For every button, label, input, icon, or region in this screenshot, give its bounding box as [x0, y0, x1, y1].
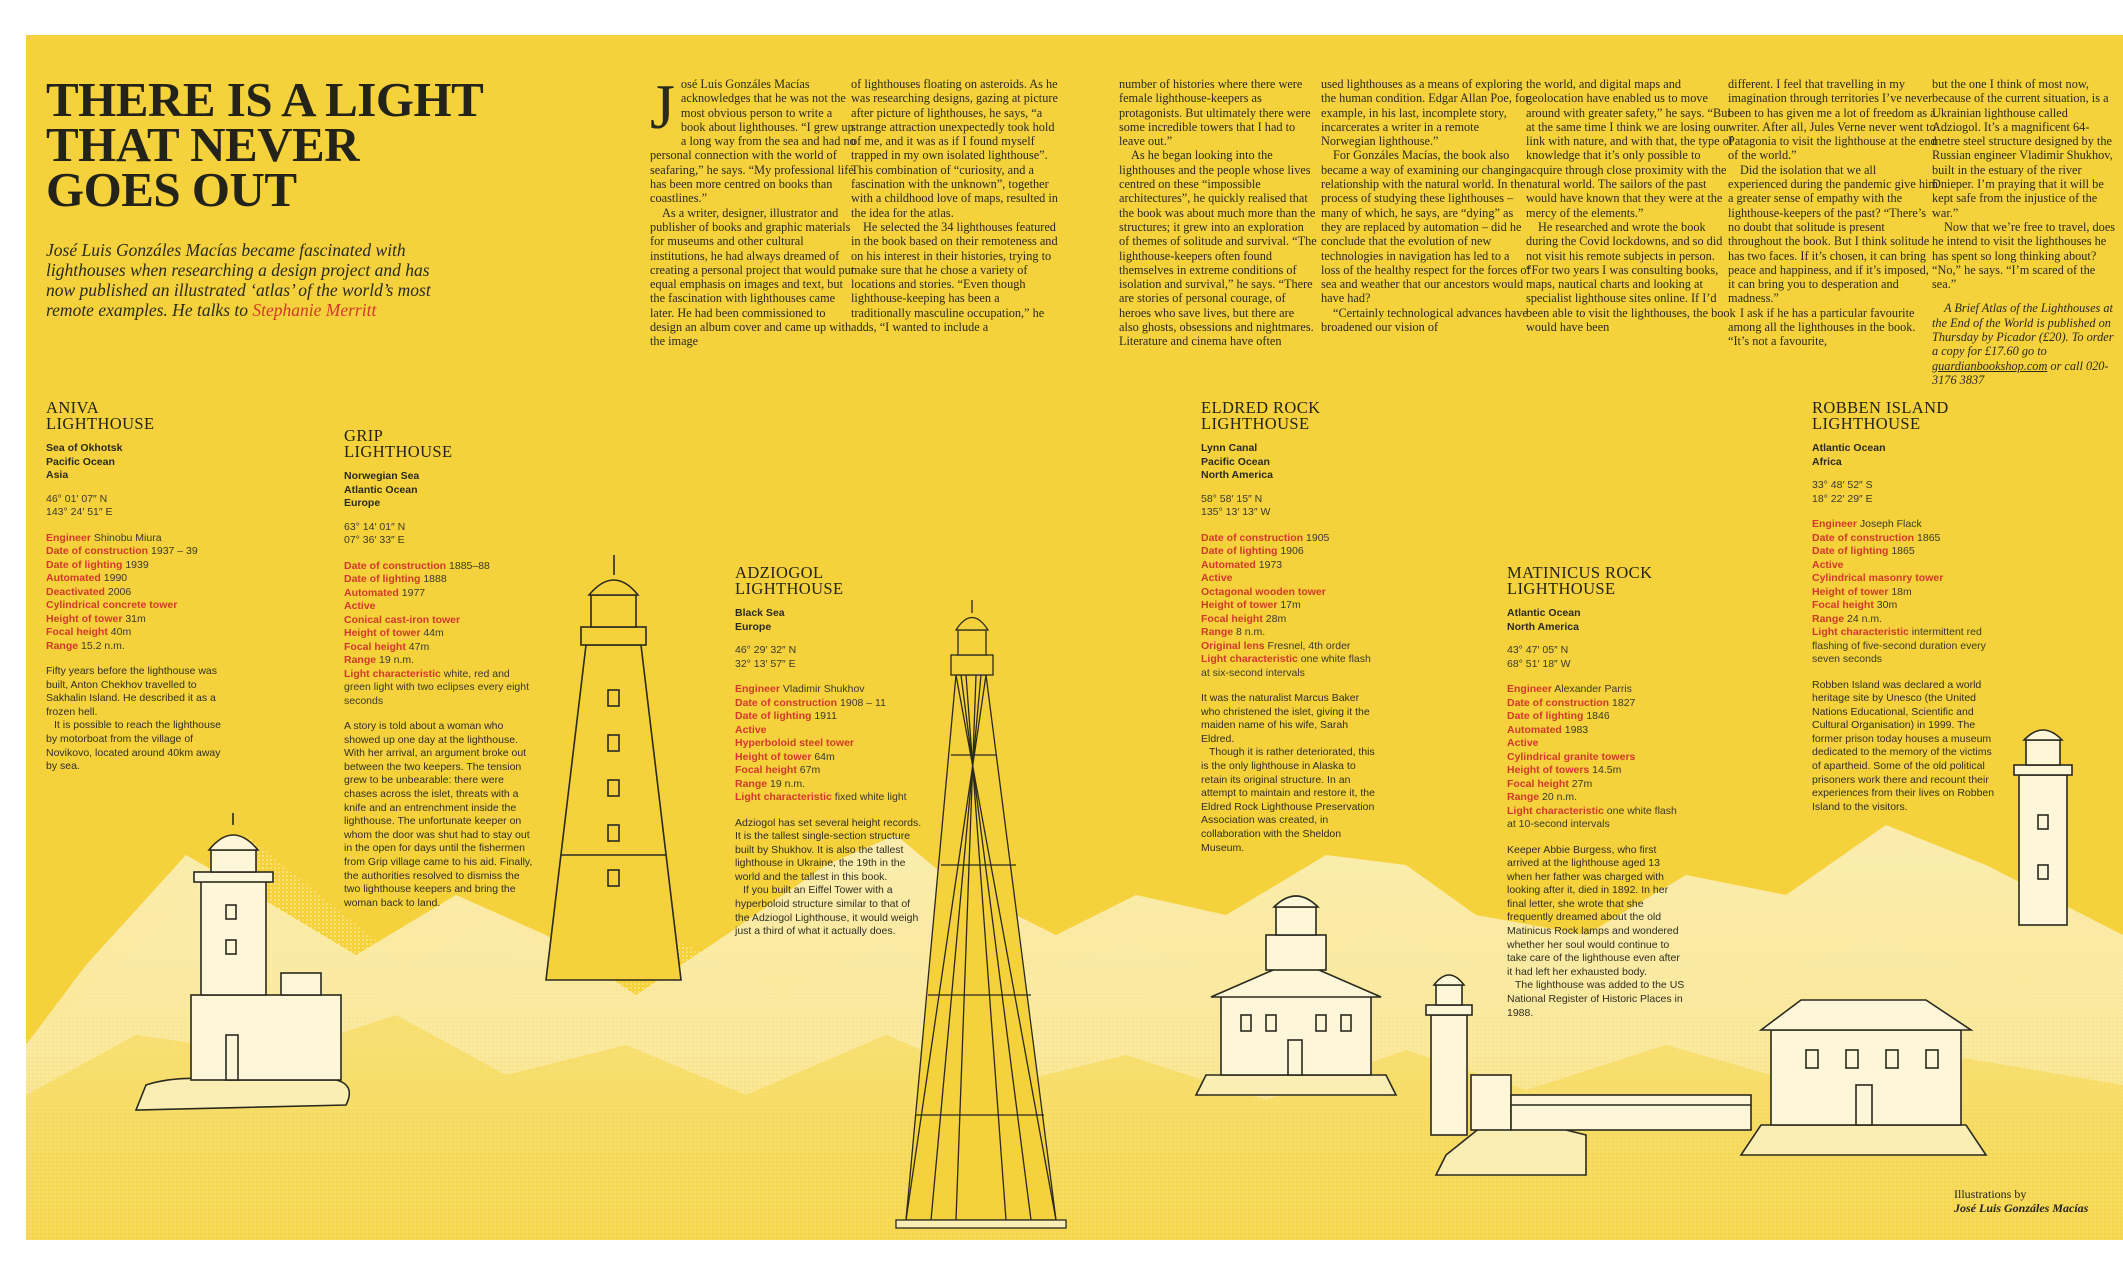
fact-row [1812, 572, 2002, 586]
fact-row [735, 710, 925, 724]
fact-row [1201, 586, 1376, 600]
fact-row [1507, 791, 1687, 805]
fact-value: 47m [405, 640, 430, 653]
fact-row [1507, 764, 1687, 778]
fact-value: Fresnel, 4th order [1264, 639, 1351, 652]
fact-value: one white flash at six-second intervals [1201, 653, 1371, 679]
lighthouse-coordinates [735, 644, 925, 671]
fact-label: Automated [344, 586, 399, 599]
fact-row [1201, 626, 1376, 640]
coordinate-line: 135° 13′ 13″ W [1201, 506, 1271, 518]
lighthouse-title-line: LIGHTHOUSE [735, 579, 844, 598]
fact-label: Light characteristic [1201, 653, 1298, 665]
article-column-5 [1526, 77, 1736, 367]
fact-value: 1905 [1303, 531, 1330, 544]
fact-label: Date of lighting [1812, 545, 1889, 557]
fact-label: Date of construction [1812, 531, 1915, 544]
fact-row [1812, 613, 2002, 627]
illustration-credit-name: José Luis Gonzáles Macías [1954, 1201, 2089, 1215]
fact-row [1201, 640, 1376, 654]
fact-label: Range [1812, 612, 1845, 625]
fact-label: Original lens [1201, 639, 1265, 652]
fact-row [344, 560, 534, 574]
lighthouse-block-eldred [1201, 400, 1376, 855]
fact-value: Alexander Parris [1551, 683, 1632, 695]
location-line: Atlantic Ocean [344, 483, 418, 496]
fact-value: 1885–88 [446, 559, 490, 572]
fact-row [735, 737, 925, 751]
fact-value: 44m [420, 627, 444, 639]
fact-label: Date of lighting [1507, 710, 1584, 722]
bookshop-link[interactable]: guardianbookshop.com [1932, 358, 2048, 373]
fact-value: 15.2 n.m. [78, 639, 125, 652]
article-column-4 [1321, 77, 1531, 367]
book-credit [1932, 301, 2117, 387]
lighthouse-title-line: LIGHTHOUSE [1201, 414, 1310, 433]
fact-value: 30m [1873, 599, 1898, 611]
lighthouse-block-matinicus [1507, 565, 1687, 1020]
fact-row [344, 668, 534, 709]
fact-value: 2006 [104, 585, 132, 598]
lighthouse-location [1812, 442, 2002, 469]
fact-label: Date of lighting [46, 558, 123, 571]
fact-label: Date of lighting [1201, 545, 1278, 557]
article-paragraph: Now that we’re free to travel, does he intend to visit the lighthouses he has spent so long thinking about? “No,” he says. “I’m scared of the sea.” [1932, 219, 2116, 292]
article-paragraph: but the one I think of most now, because of the current situation, is a Ukrainian lighthouse called Adziogol. It’s a magnificent 64-metre steel structure designed by the Russian engineer Vladimir Shukhov, built in the estuary of the river Dnieper. I’m praying that it will be kept safe from the injustice of the war.” [1932, 77, 2113, 220]
location-line: Europe [344, 497, 381, 509]
fact-row [1812, 586, 2002, 600]
fact-label: Light characteristic [1812, 626, 1909, 638]
fact-label: Engineer [735, 683, 780, 695]
fact-value: 1908 – 11 [837, 696, 886, 709]
fact-row [46, 586, 221, 600]
fact-label: Date of construction [735, 696, 838, 709]
fact-value: 64m [811, 750, 835, 763]
fact-row [46, 532, 221, 546]
fact-row [344, 587, 534, 601]
lighthouse-title-line: LIGHTHOUSE [1812, 414, 1921, 433]
story-paragraph: Adziogol has set several height records. It is the tallest single-section structure built by Shukhov. It is also the tallest lighthouse in Ukraine, the 19th in the world and the tallest in this book. [735, 816, 922, 883]
fact-row [1812, 559, 2002, 573]
fact-row [735, 751, 925, 765]
fact-label: Height of tower [735, 750, 812, 763]
article-column-7 [1932, 77, 2117, 387]
fact-row [1201, 613, 1376, 627]
headline-line: THERE IS A LIGHT [46, 72, 484, 127]
fact-value: 14.5m [1589, 764, 1622, 776]
lighthouse-title-line: ANIVA [46, 398, 100, 417]
fact-row [46, 572, 221, 586]
lighthouse-title [46, 400, 221, 432]
lighthouse-title-line: GRIP [344, 426, 384, 445]
fact-row [1201, 532, 1376, 546]
lighthouse-story [1507, 844, 1687, 1021]
location-line: Pacific Ocean [46, 455, 115, 468]
fact-label: Engineer [1507, 683, 1552, 695]
fact-value: 1939 [122, 558, 149, 571]
coordinate-line: 46° 01′ 07″ N [46, 492, 108, 505]
standfirst [46, 240, 456, 320]
fact-row [1812, 518, 2002, 532]
fact-value: 17m [1277, 599, 1301, 611]
fact-value: 27m [1568, 777, 1593, 790]
coordinate-line: 18° 22′ 29″ E [1812, 492, 1873, 505]
fact-row [46, 640, 221, 654]
lighthouse-title-line: ROBBEN ISLAND [1812, 398, 1949, 417]
lighthouse-title-line: LIGHTHOUSE [1507, 579, 1616, 598]
lighthouse-title [1507, 565, 1687, 597]
fact-value: 67m [796, 764, 821, 776]
article-paragraph [650, 71, 857, 206]
fact-row [1201, 559, 1376, 573]
fact-value: 1911 [811, 710, 837, 722]
fact-row [1507, 778, 1687, 792]
fact-value: fixed white light [831, 791, 907, 803]
article-paragraph: He researched and wrote the book during the Covid lockdowns, and so did not visit his remote subjects in person. “For two years I was consulting books, maps, nautical charts and looking at specialist lighthouse sites online. If I’d been able to visit the lighthouses, the book would have been [1526, 219, 1736, 335]
story-paragraph: It was the naturalist Marcus Baker who christened the islet, giving it the maiden name of his wife, Sarah Eldred. [1201, 692, 1370, 745]
book-credit-phone: or call 020-3176 3837 [1932, 358, 2109, 387]
fact-label: Range [1201, 626, 1234, 638]
fact-value: 24 n.m. [1844, 612, 1883, 625]
coordinate-line: 43° 47′ 05″ N [1507, 644, 1569, 656]
fact-label: Active [1201, 572, 1233, 584]
fact-value: 1827 [1609, 696, 1636, 709]
fact-value: 1906 [1277, 545, 1304, 557]
fact-value: 19 n.m. [376, 654, 415, 666]
lighthouse-coordinates [1507, 644, 1687, 671]
fact-row [344, 641, 534, 655]
fact-label: Cylindrical concrete tower [46, 599, 178, 611]
headline-line: THAT NEVER [46, 117, 360, 172]
fact-row [46, 559, 221, 573]
fact-label: Conical cast-iron tower [344, 613, 461, 626]
lighthouse-location [1201, 442, 1376, 483]
lighthouse-story [344, 720, 534, 910]
lighthouse-coordinates [1812, 479, 2002, 506]
coordinate-line: 32° 13′ 57″ E [735, 657, 796, 670]
fact-value: 19 n.m. [767, 777, 806, 790]
drop-cap: J [650, 71, 675, 142]
location-line: Norwegian Sea [344, 470, 420, 482]
fact-row [344, 654, 534, 668]
fact-value: Shinobu Miura [90, 531, 162, 544]
location-line: Africa [1812, 455, 1842, 468]
location-line: Atlantic Ocean [1507, 607, 1581, 619]
fact-label: Light characteristic [735, 791, 832, 803]
article-column-6 [1728, 77, 1938, 367]
coordinate-line: 63° 14′ 01″ N [344, 520, 406, 533]
fact-row [46, 626, 221, 640]
lighthouse-title-line: ADZIOGOL [735, 563, 824, 582]
article-paragraph: “Certainly technological advances have broadened our vision of [1321, 305, 1528, 335]
lighthouse-coordinates [344, 521, 534, 548]
fact-label: Height of tower [46, 612, 123, 625]
fact-label: Automated [1201, 558, 1256, 571]
fact-row [1507, 805, 1687, 832]
fact-label: Focal height [1201, 612, 1263, 625]
fact-label: Height of tower [344, 627, 421, 639]
article-paragraph: I ask if he has a particular favourite among all the lighthouses in the book. “It’s not a favourite, [1728, 305, 1916, 349]
coordinate-line: 143° 24′ 51″ E [46, 506, 113, 518]
story-paragraph: The lighthouse was added to the US National Register of Historic Places in 1988. [1507, 979, 1685, 1019]
coordinate-line: 58° 58′ 15″ N [1201, 492, 1263, 505]
fact-label: Active [344, 600, 376, 612]
lighthouse-story [1201, 692, 1376, 855]
fact-value: 1977 [398, 586, 426, 599]
article-paragraph: used lighthouses as a means of exploring the human condition. Edgar Allan Poe, for example, in his last, incomplete story, incarcerates a writer in a remote Norwegian lighthouse.” [1321, 77, 1530, 149]
fact-value: one white flash at 10-second intervals [1507, 804, 1677, 830]
lighthouse-coordinates [46, 493, 221, 520]
article-column-2 [851, 77, 1061, 367]
lighthouse-block-robben [1812, 400, 2002, 814]
fact-label: Date of construction [344, 559, 447, 572]
lighthouse-title [735, 565, 925, 597]
fact-value: 31m [122, 612, 146, 625]
article-paragraph: As he began looking into the lighthouses and the people whose lives centred on these “impossible architectures”, he quickly realised that the book was about much more than the structures; it grew into an exploration of themes of solitude and survival. “The lighthouse-keepers often found themselves in extreme conditions of isolation and survival,” he says. “There are stories of personal courage, of heroes who save lives, but there are also ghosts, obsessions and nightmares. Literature and cinema have often [1119, 148, 1317, 349]
fact-value: 1846 [1583, 710, 1610, 722]
lighthouse-facts [46, 532, 221, 654]
location-line: Lynn Canal [1201, 442, 1258, 454]
fact-label: Height of tower [1812, 585, 1889, 598]
fact-value: 20 n.m. [1539, 791, 1578, 803]
fact-value: 40m [107, 626, 132, 638]
lighthouse-block-grip [344, 428, 534, 910]
location-line: Pacific Ocean [1201, 455, 1270, 468]
fact-label: Focal height [46, 626, 108, 638]
illustration-credit [1954, 1187, 2088, 1215]
lighthouse-story [1812, 679, 2002, 815]
lighthouse-block-aniva [46, 400, 221, 774]
fact-label: Date of lighting [344, 573, 421, 585]
location-line: Atlantic Ocean [1812, 442, 1886, 454]
article-text: osé Luis Gonzáles Macías acknowledges that he was not the most obvious person to write a book about lighthouses. “I grew up a long way from the sea and had no personal connection with the world of seafaring,” he says. “My professional life has been more centred on books than coastlines.” [650, 77, 856, 206]
article-paragraph: Did the isolation that we all experienced during the pandemic give him a greater sense of empathy with the lighthouse-keepers of the past? “There’s no doubt that solitude is present throughout the book. But I think solitude has two faces. If it’s chosen, it can bring peace and happiness, and if it’s imposed, it can bring you to desperation and madness.” [1728, 162, 1938, 306]
standfirst-text: José Luis Gonzáles Macías became fascinated with lighthouses when researching a design project and has now published an illustrated ‘atlas’ of the world’s most remote examples. He talks to [46, 240, 431, 320]
lighthouse-story [46, 665, 221, 774]
book-credit-text: A Brief Atlas of the Lighthouses at the End of the World is published on Thursday by Picador (£20). To order a copy for £17.60 go to [1932, 301, 2114, 359]
fact-row [1507, 751, 1687, 765]
fact-value: 8 n.m. [1233, 626, 1266, 638]
story-paragraph: Though it is rather deteriorated, this is the only lighthouse in Alaska to retain its original structure. In an attempt to maintain and restore it, the Eldred Rock Lighthouse Preservation Association was created, in collaboration with the Sheldon Museum. [1201, 746, 1375, 854]
fact-row [735, 778, 925, 792]
lighthouse-title-line: LIGHTHOUSE [344, 442, 453, 461]
fact-label: Focal height [1507, 777, 1569, 790]
fact-value: 1983 [1561, 723, 1589, 736]
fact-label: Date of construction [1507, 696, 1610, 709]
fact-label: Range [735, 777, 768, 790]
fact-label: Range [46, 639, 79, 652]
fact-row [1507, 697, 1687, 711]
fact-row [1201, 599, 1376, 613]
lighthouse-facts [1812, 518, 2002, 667]
coordinate-line: 46° 29′ 32″ N [735, 644, 797, 656]
location-line: North America [1201, 469, 1273, 481]
lighthouse-facts [735, 683, 925, 805]
lighthouse-coordinates [1201, 493, 1376, 520]
location-line: Sea of Okhotsk [46, 442, 123, 454]
lighthouse-title [1201, 400, 1376, 432]
lighthouse-location [1507, 607, 1687, 634]
fact-label: Height of tower [1201, 599, 1278, 611]
headline-line: GOES OUT [46, 162, 297, 217]
lighthouse-title [344, 428, 534, 460]
lighthouse-title [1812, 400, 2002, 432]
fact-label: Cylindrical masonry tower [1812, 572, 1944, 584]
fact-row [344, 600, 534, 614]
fact-label: Deactivated [46, 585, 105, 598]
fact-label: Active [735, 723, 767, 736]
story-paragraph: A story is told about a woman who showed up one day at the lighthouse. With her arrival, an argument broke out between the two keepers. The tension grew to be unbearable: there were chases across the islet, threats with a knife and an entrenchment inside the lighthouse. The unfortunate keeper on whom the door was shut had to stay out in the open for days until the fishermen from Grip village came to his aid. Finally, the authorities resolved to dismiss the two lighthouse keepers and bring the woman back to land. [344, 720, 533, 909]
article-column-3 [1119, 77, 1317, 367]
fact-label: Automated [1507, 723, 1562, 736]
fact-row [344, 614, 534, 628]
fact-label: Engineer [46, 531, 91, 544]
fact-value: 1973 [1255, 558, 1283, 571]
fact-label: Focal height [344, 640, 406, 653]
story-paragraph: It is possible to reach the lighthouse by motorboat from the village of Novikovo, located around 40km away by sea. [46, 719, 221, 773]
fact-row [735, 764, 925, 778]
fact-row [1812, 532, 2002, 546]
fact-row [46, 545, 221, 559]
location-line: Europe [735, 620, 772, 633]
fact-label: Hyperboloid steel tower [735, 737, 855, 749]
fact-label: Light characteristic [344, 667, 441, 680]
fact-row [1812, 626, 2002, 667]
fact-label: Range [1507, 791, 1540, 803]
lighthouse-location [344, 470, 534, 511]
fact-row [1507, 737, 1687, 751]
magazine-spread [26, 35, 2123, 1240]
fact-value: Vladimir Shukhov [779, 683, 865, 695]
fact-label: Range [344, 654, 377, 666]
fact-value: intermittent red flashing of five-second duration every seven seconds [1812, 626, 1986, 665]
fact-label: Automated [46, 572, 101, 584]
fact-row [1201, 545, 1376, 559]
lighthouse-location [46, 442, 221, 483]
article-paragraph: As a writer, designer, illustrator and publisher of books and graphic materials for museums and other cultural institutions, he had always dreamed of creating a personal project that would put equal emphasis on images and text, but the fascination with lighthouses came later. He had been commissioned to design an album cover and came up with the image [650, 205, 855, 349]
fact-label: Active [1812, 558, 1844, 571]
fact-row [735, 683, 925, 697]
fact-value: 1990 [100, 572, 128, 584]
article-paragraph: different. I feel that travelling in my imagination through territories I’ve never been to has given me a lot of freedom as a writer. After all, Jules Verne never went to Patagonia to visit the lighthouse at the end of the world.” [1728, 77, 1937, 163]
fact-label: Date of lighting [735, 710, 812, 722]
fact-value: 1937 – 39 [148, 545, 198, 557]
fact-label: Light characteristic [1507, 804, 1604, 817]
fact-value: 1888 [420, 573, 447, 585]
coordinate-line: 33° 48′ 52″ S [1812, 479, 1873, 491]
article-paragraph: of lighthouses floating on asteroids. As he was researching designs, gazing at picture after picture of lighthouses, he says, “a strange attraction unexpectedly took hold of me, and it was as if I found myself trapped in my own isolated lighthouse”. This combination of “curiosity, and a fascination with the unknown”, together with a childhood love of maps, resulted in the idea for the atlas. [851, 77, 1058, 220]
fact-row [1201, 572, 1376, 586]
fact-row [1507, 724, 1687, 738]
location-line: Black Sea [735, 607, 785, 619]
fact-row [344, 573, 534, 587]
fact-row [46, 613, 221, 627]
location-line: Asia [46, 469, 69, 481]
story-paragraph: If you built an Eiffel Tower with a hyperboloid structure similar to that of the Adziogol Lighthouse, it would weigh just a third of what it actually does. [735, 884, 919, 938]
fact-row [735, 724, 925, 738]
lighthouse-story [735, 817, 925, 939]
lighthouse-facts [1201, 532, 1376, 681]
fact-value: 1865 [1888, 545, 1915, 557]
fact-row [46, 599, 221, 613]
fact-label: Octagonal wooden tower [1201, 585, 1326, 598]
lighthouse-facts [344, 560, 534, 709]
lighthouse-facts [1507, 683, 1687, 832]
fact-label: Date of construction [46, 545, 149, 557]
lighthouse-title-line: MATINICUS ROCK [1507, 563, 1653, 582]
fact-row [735, 791, 925, 805]
fact-label: Date of construction [1201, 531, 1304, 544]
story-paragraph: Keeper Abbie Burgess, who first arrived at the lighthouse aged 13 when her father was charged with looking after it, died in 1892. In her final letter, she wrote that she frequently dreamed about the old Matinicus Rock lamps and wondered whether her soul would continue to take care of the lighthouse even after it had left her exhausted body. [1507, 843, 1680, 978]
fact-value: 1865 [1914, 531, 1941, 544]
fact-row [1812, 545, 2002, 559]
lighthouse-block-adziogol [735, 565, 925, 939]
article-paragraph: number of histories where there were female lighthouse-keepers as protagonists. But ultimately there were some incredible towers that I had to leave out.” [1119, 77, 1311, 149]
fact-label: Engineer [1812, 518, 1857, 530]
fact-row [1201, 653, 1376, 680]
lighthouse-title-line: ELDRED ROCK [1201, 398, 1321, 417]
fact-value: Joseph Flack [1856, 518, 1922, 530]
coordinate-line: 68° 51′ 18″ W [1507, 657, 1571, 670]
fact-label: Focal height [1812, 599, 1874, 611]
fact-label: Focal height [735, 764, 797, 776]
fact-row [735, 697, 925, 711]
article-paragraph: the world, and digital maps and geolocation have enabled us to move around with greater safety,” he says. “But at the same time I think we are losing our link with nature, and with that, the type of knowledge that it’s only possible to acquire through close proximity with the natural world. The sailors of the past would have known that they were at the mercy of the elements.” [1526, 77, 1733, 220]
fact-label: Height of towers [1507, 764, 1590, 776]
story-paragraph: Robben Island was declared a world heritage site by Unesco (the United Nations Educational, Scientific and Cultural Organisation) in 1999. The former prison today houses a museum dedicated to the memory of the victims of apartheid. Some of the old political prisoners work there and recount their experiences from their lives on Robben Island to the visitors. [1812, 678, 1995, 813]
fact-row [1812, 599, 2002, 613]
fact-row [1507, 710, 1687, 724]
article-column-1 [650, 71, 857, 367]
lighthouse-title-line: LIGHTHOUSE [46, 414, 155, 433]
author-name: Stephanie Merritt [252, 300, 377, 320]
story-paragraph: Fifty years before the lighthouse was built, Anton Chekhov travelled to Sakhalin Island. He described it as a frozen hell. [46, 665, 218, 718]
coordinate-line: 07° 36′ 33″ E [344, 534, 405, 546]
fact-label: Active [1507, 737, 1539, 749]
fact-value: 18m [1888, 585, 1912, 598]
lighthouse-location [735, 607, 925, 634]
headline [46, 72, 526, 217]
fact-label: Cylindrical granite towers [1507, 750, 1636, 763]
fact-row [1507, 683, 1687, 697]
fact-value: 28m [1262, 612, 1287, 625]
illustration-credit-label: Illustrations by [1954, 1187, 2027, 1201]
article-paragraph: For Gonzáles Macías, the book also became a way of examining our changing relationship with the natural world. In the process of studying these lighthouses – many of which, he says, are “dying” as they are replaced by automation – did he conclude that the evolution of new technologies in navigation has led to a loss of the healthy respect for the forces of sea and weather that our ancestors would have had? [1321, 148, 1531, 306]
fact-value: white, red and green light with two eclipses every eight seconds [344, 667, 530, 707]
location-line: North America [1507, 620, 1579, 633]
fact-row [344, 627, 534, 641]
article-paragraph: He selected the 34 lighthouses featured in the book based on their remoteness and on his interest in their histories, trying to make sure that he chose a variety of locations and stories. “Even though lighthouse-keeping has been a traditionally masculine occupation,” he adds, “I wanted to include a [851, 219, 1058, 335]
